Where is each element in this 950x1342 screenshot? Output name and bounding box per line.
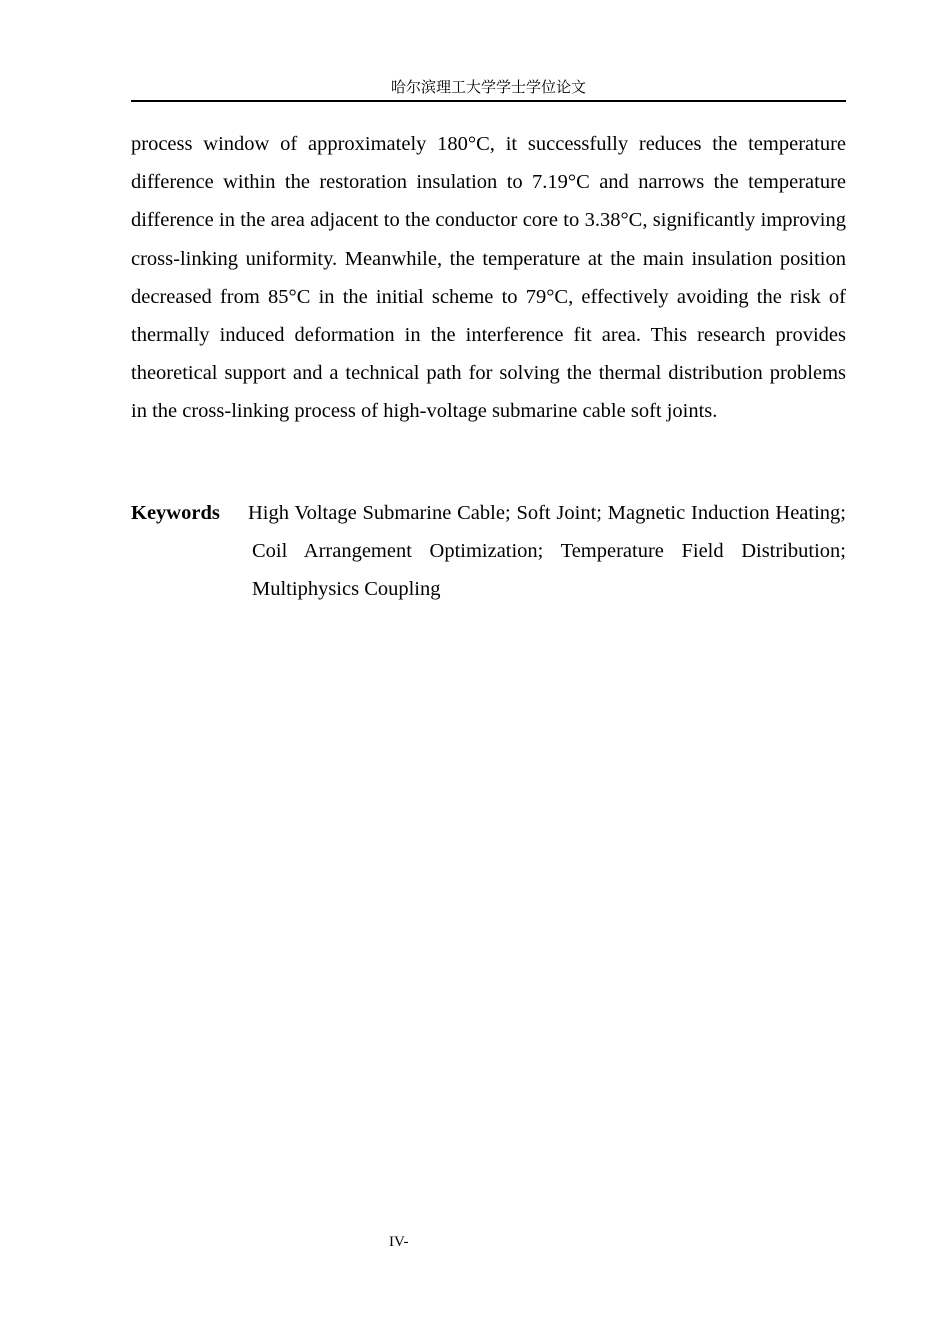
page-number: IV- <box>389 1234 409 1250</box>
abstract-paragraph: process window of approximately 180°C, it successfully reduces the temperature difference within the restoration insulation to 7.19°C and narrows the temperature difference in the area adjacent to the conductor core to 3.38°C, significantly improving cross-linking uniformity. Meanwhile, the temperature at the main insulation position decreased from 85°C in the initial scheme to 79°C, effectively avoiding the risk of thermally induced deformation in the interference fit area. This research provides theoretical support and a technical path for solving the thermal distribution problems in the cross-linking process of high-voltage submarine cable soft joints. <box>131 133 846 423</box>
keywords-list: High Voltage Submarine Cable; Soft Joint; Magnetic Induction Heating; Coil Arrangement Optimization; Temperature Field Distribution; Multiphysics Coupling <box>248 502 846 600</box>
running-header: 哈尔滨理工大学学士学位论文 <box>131 78 846 102</box>
keywords-section <box>131 494 846 608</box>
keywords-label: Keywords <box>131 502 220 524</box>
